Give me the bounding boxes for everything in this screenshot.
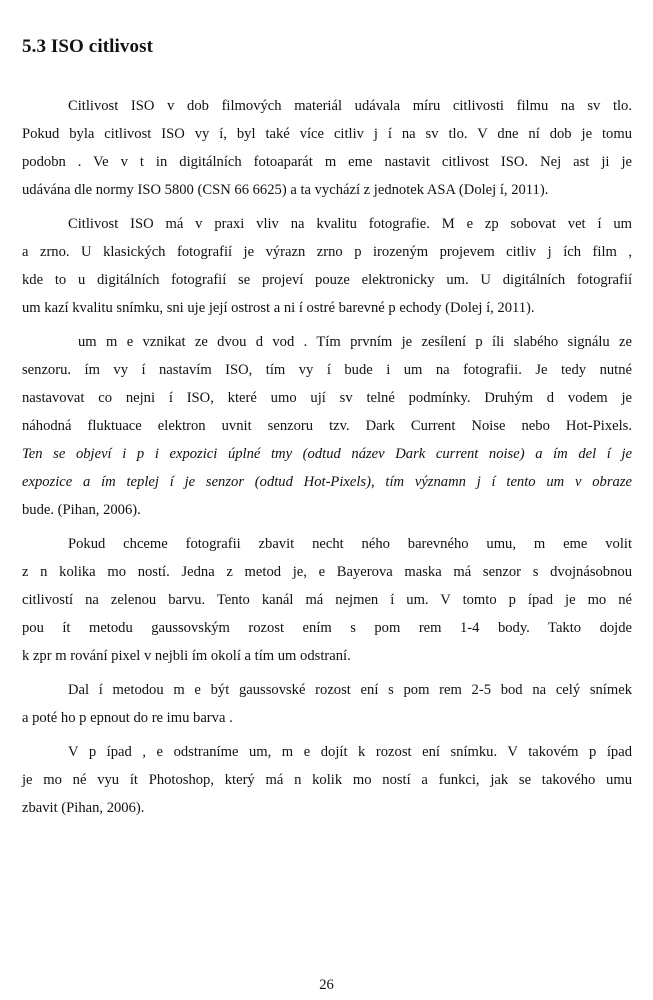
paragraph-3-line-2: senzoru. ím vy í nastavím ISO, tím vy í bude i um na fotografii. Je tedy nutné xyxy=(22,362,632,378)
paragraph-4-line-4: pou ít metodu gaussovským rozost ením s pom rem 1-4 body. Takto dojde xyxy=(22,620,632,636)
paragraph-4-line-1: Pokud chceme fotografii zbavit necht ného barevného umu, m eme volit xyxy=(68,536,632,552)
paragraph-5-line-2: a poté ho p epnout do re imu barva . xyxy=(22,710,233,726)
paragraph-6-line-2: je mo né vyu ít Photoshop, který má n kolik mo ností a funkci, jak se takového umu xyxy=(22,772,632,788)
paragraph-3-line-5: Ten se objeví i p i expozici úplné tmy (odtud název Dark current noise) a ím del í je xyxy=(22,446,632,462)
paragraph-1-line-2: Pokud byla citlivost ISO vy í, byl také více citliv j í na sv tlo. V dne ní dob je tomu xyxy=(22,126,632,142)
paragraph-4-line-3: citlivostí na zelenou barvu. Tento kanál má nejmen í um. V tomto p ípad je mo né xyxy=(22,592,632,608)
paragraph-4-line-5: k zpr m rování pixel v nejbli ím okolí a tím um odstraní. xyxy=(22,648,351,664)
paragraph-3-line-4: náhodná fluktuace elektron uvnit senzoru tzv. Dark Current Noise nebo Hot-Pixels. xyxy=(22,418,632,434)
paragraph-3-line-3: nastavovat co nejni í ISO, které umo ují sv telné podmínky. Druhým d vodem je xyxy=(22,390,632,406)
paragraph-2-line-4: um kazí kvalitu snímku, sni uje její ostrost a ni í ostré barevné p echody (Dolej í, 2011). xyxy=(22,300,535,316)
paragraph-1-line-3: podobn . Ve v t in digitálních fotoaparát m eme nastavit citlivost ISO. Nej ast ji je xyxy=(22,154,632,170)
paragraph-5-line-1: Dal í metodou m e být gaussovské rozost ení s pom rem 2-5 bod na celý snímek xyxy=(68,682,632,698)
paragraph-6-line-3: zbavit (Pihan, 2006). xyxy=(22,800,145,816)
paragraph-2-line-2: a zrno. U klasických fotografií je výrazn zrno p irozeným projevem citliv j ích film , xyxy=(22,244,632,260)
page-number: 26 xyxy=(319,977,334,993)
paragraph-4-line-2: z n kolika mo ností. Jedna z metod je, e Bayerova maska má senzor s dvojnásobnou xyxy=(22,564,632,580)
paragraph-3-line-1: um m e vznikat ze dvou d vod . Tím prvním je zesílení p íli slabého signálu ze xyxy=(78,334,632,350)
paragraph-2-line-3: kde to u digitálních fotografií se projeví pouze elektronicky um. U digitálních fotografií xyxy=(22,272,632,288)
paragraph-3-line-6: expozice a ím teplej í je senzor (odtud Hot-Pixels), tím významn j í tento um v obraze xyxy=(22,474,632,490)
section-heading: 5.3 ISO citlivost xyxy=(22,36,154,57)
paragraph-3-line-7: bude. (Pihan, 2006). xyxy=(22,502,141,518)
paragraph-6-line-1: V p ípad , e odstraníme um, m e dojít k rozost ení snímku. V takovém p ípad xyxy=(68,744,632,760)
paragraph-1-line-4: udávána dle normy ISO 5800 (CSN 66 6625) a ta vychází z jednotek ASA (Dolej í, 2011). xyxy=(22,182,549,198)
paragraph-1-line-1: Citlivost ISO v dob filmových materiál udávala míru citlivosti filmu na sv tlo. xyxy=(68,98,632,114)
paragraph-2-line-1: Citlivost ISO má v praxi vliv na kvalitu fotografie. M e zp sobovat vet í um xyxy=(68,216,632,232)
